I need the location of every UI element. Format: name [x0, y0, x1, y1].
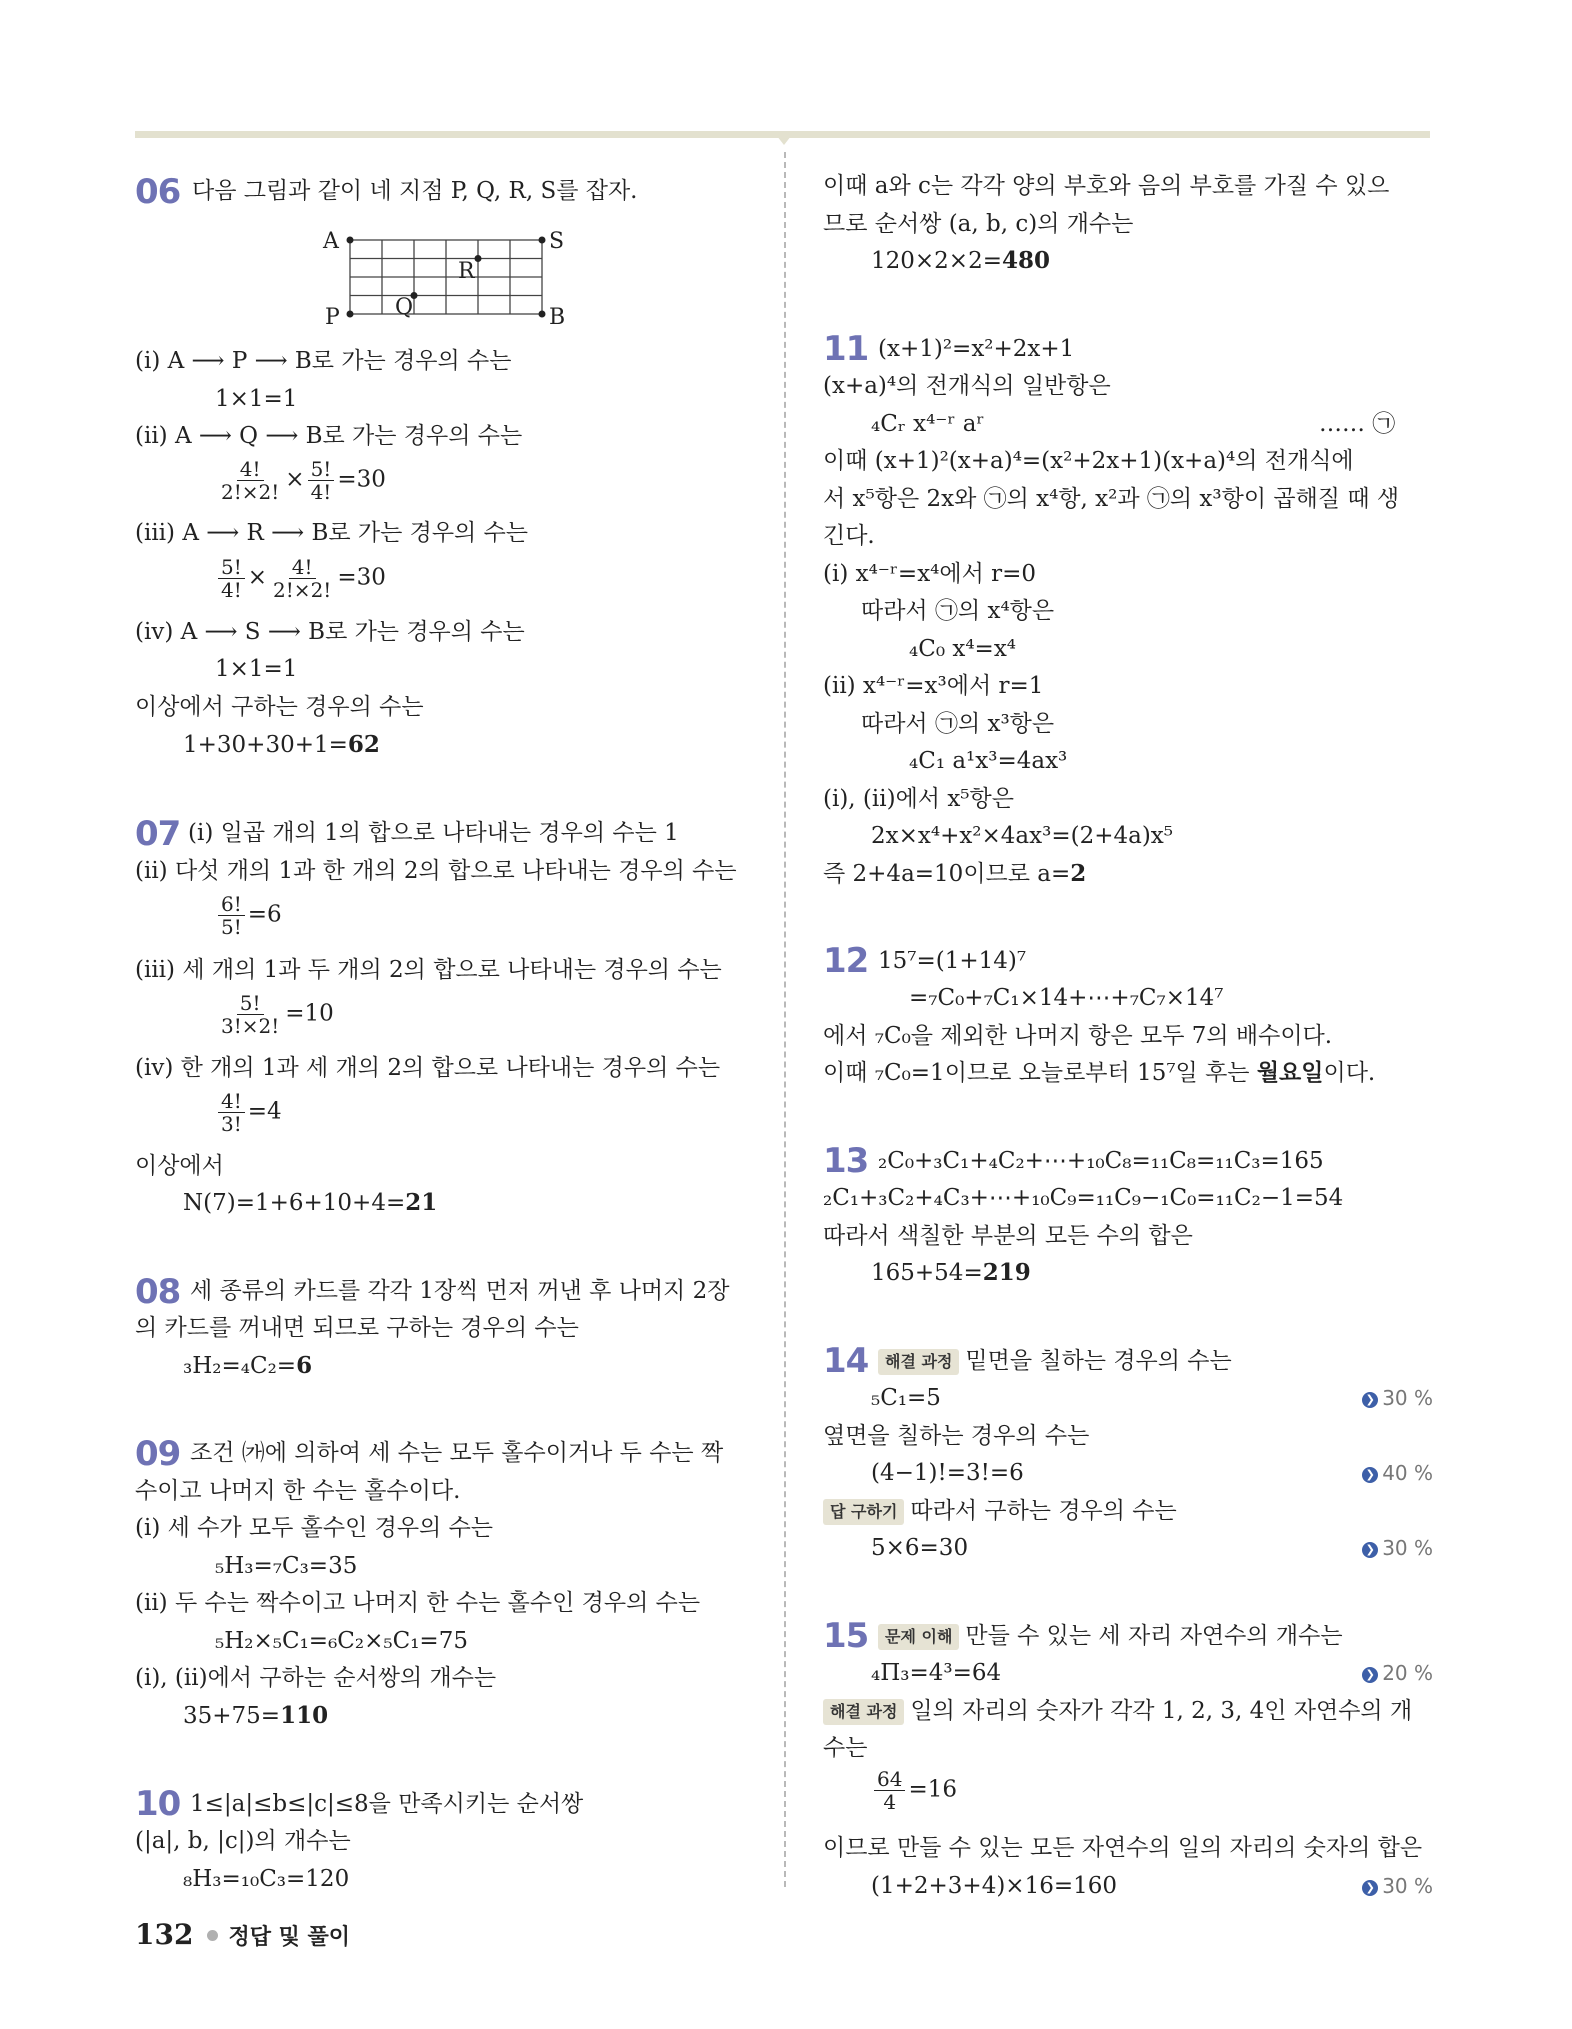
p09-conclusion: (ⅰ), (ⅱ)에서 구하는 순서쌍의 개수는 [135, 1665, 497, 1691]
score-percent: ❯ 30 % [1362, 1874, 1433, 1898]
footer-title: 정답 및 풀이 [228, 1925, 351, 1950]
p07-answer: N(7)=1+6+10+4=21 [183, 1189, 438, 1216]
arrow-circle-icon: ❯ [1362, 1467, 1378, 1483]
p13-line-2: ₂C₁+₃C₂+₄C₃+⋯+₁₀C₉=₁₁C₉−₁C₀=₁₁C₂−1=54 [823, 1185, 1344, 1211]
p09-case-ii: (ⅱ) 두 수는 짝수이고 나머지 한 수는 홀수인 경우의 수는 [135, 1590, 701, 1616]
step-tag: 문제 이해 [878, 1624, 959, 1650]
p11-line-2: (x+a)⁴의 전개식의 일반항은 [823, 373, 1111, 399]
p11-case-ii: (ⅱ) x⁴⁻ʳ=x³에서 r=1 [823, 673, 1044, 699]
p12-line-1: 15⁷=(1+14)⁷ [878, 948, 1027, 974]
problem-number-07: 07 [135, 814, 181, 854]
p11-case-ii-2: 따라서 ㉠의 x³항은 [861, 711, 1055, 737]
p07-conclusion: 이상에서 [135, 1153, 224, 1179]
p09-case-ii-value: ₅H₂×₅C₁=₆C₂×₅C₁=75 [215, 1628, 468, 1654]
problem-number-11: 11 [823, 329, 869, 369]
problem-number-08: 08 [135, 1272, 181, 1312]
p06-case-iii-formula: $\frac{5!}{4!}$ × $\frac{4!}{2!\times 2!}$ =30 [215, 556, 386, 601]
p07-case-ii: (ⅱ) 다섯 개의 1과 한 개의 2의 합으로 나타내는 경우의 수는 [135, 858, 737, 884]
p15-line-2: ₄Π₃=4³=64 [871, 1660, 1002, 1686]
p11-combine: (ⅰ), (ⅱ)에서 x⁵항은 [823, 786, 1014, 812]
problem-number-09: 09 [135, 1434, 181, 1474]
p09-case-i: (ⅰ) 세 수가 모두 홀수인 경우의 수는 [135, 1515, 494, 1541]
p15-fraction: $\frac{64}{4}$ =16 [871, 1768, 957, 1813]
bullet-dot [207, 1930, 218, 1941]
p06-answer: 1+30+30+1=62 [183, 731, 380, 758]
p14-line-6: 5×6=30 [871, 1535, 969, 1561]
p12-line-2: =₇C₀+₇C₁×14+⋯+₇C₇×14⁷ [909, 985, 1224, 1011]
step-tag: 답 구하기 [823, 1499, 904, 1525]
p11-answer: 즉 2+4a=10이므로 a=2 [823, 860, 1087, 887]
label-P: P [325, 305, 340, 330]
p07-case-ii-formula: $\frac{6!}{5!}$ =6 [215, 893, 282, 938]
p10c-answer: 120×2×2=480 [871, 247, 1050, 274]
step-tag: 해결 과정 [823, 1699, 904, 1725]
p06-case-ii: (ⅱ) A ⟶ Q ⟶ B로 가는 경우의 수는 [135, 423, 523, 449]
p06-case-iv-value: 1×1=1 [215, 656, 298, 682]
p15-line-5: 이므로 만들 수 있는 모든 자연수의 일의 자리의 숫자의 합은 [823, 1835, 1423, 1861]
p09-answer: 35+75=110 [183, 1702, 329, 1729]
p15-line-4: 수는 [823, 1735, 868, 1761]
p08-line-1: 세 종류의 카드를 각각 1장씩 먼저 꺼낸 후 나머지 2장 [190, 1278, 730, 1304]
p15-line-3: 해결 과정 일의 자리의 숫자가 각각 1, 2, 3, 4인 자연수의 개 [823, 1696, 1412, 1726]
p11-line-5: 서 x⁵항은 2x와 ㉠의 x⁴항, x²과 ㉠의 x³항이 곱해질 때 생 [823, 486, 1400, 512]
fraction: $\frac{4!}{3!}$ [218, 1090, 245, 1135]
arrow-circle-icon: ❯ [1362, 1880, 1378, 1896]
problem-number-15: 15 [823, 1616, 869, 1656]
p07-case-i: (ⅰ) 일곱 개의 1의 합으로 나타내는 경우의 수는 1 [188, 820, 679, 846]
score-percent: ❯ 40 % [1362, 1461, 1433, 1485]
p14-line-1: 해결 과정 밑면을 칠하는 경우의 수는 [878, 1346, 1232, 1376]
top-notch [773, 131, 795, 145]
p11-line-6: 긴다. [823, 523, 875, 549]
p15-line-6: (1+2+3+4)×16=160 [871, 1873, 1118, 1899]
p14-line-5: 답 구하기 따라서 구하는 경우의 수는 [823, 1496, 1177, 1526]
p13-answer: 165+54=219 [871, 1259, 1031, 1286]
p13-line-3: 따라서 색칠한 부분의 모든 수의 합은 [823, 1223, 1193, 1249]
fraction: $\frac{5!}{4!}$ [308, 458, 335, 503]
arrow-circle-icon: ❯ [1362, 1667, 1378, 1683]
p12-answer: 이때 ₇C₀=1이므로 오늘로부터 15⁷일 후는 월요일이다. [823, 1059, 1376, 1086]
label-R: R [458, 259, 475, 284]
p10-line-3: ₈H₃=₁₀C₃=120 [183, 1866, 350, 1892]
problem-number-10: 10 [135, 1784, 181, 1824]
p07-case-iii: (ⅲ) 세 개의 1과 두 개의 2의 합으로 나타내는 경우의 수는 [135, 957, 722, 983]
p10c-line-2: 므로 순서쌍 (a, b, c)의 개수는 [823, 211, 1134, 237]
p06-case-i-value: 1×1=1 [215, 386, 298, 412]
p11-line-3: ₄Cᵣ x⁴⁻ʳ aʳ [871, 411, 985, 437]
fraction: $\frac{5!}{3!\times 2!}$ [221, 991, 280, 1038]
p11-line-4: 이때 (x+1)²(x+a)⁴=(x²+2x+1)(x+a)⁴의 전개식에 [823, 448, 1354, 474]
p13-line-1: ₂C₀+₃C₁+₄C₂+⋯+₁₀C₈=₁₁C₈=₁₁C₃=165 [878, 1148, 1324, 1174]
p06-case-ii-formula: $\frac{4!}{2!\times 2!}$ × $\frac{5!}{4!}$ =30 [215, 458, 386, 503]
arrow-circle-icon: ❯ [1362, 1542, 1378, 1558]
p06-case-i: (ⅰ) A ⟶ P ⟶ B로 가는 경우의 수는 [135, 348, 512, 374]
label-Q: Q [395, 295, 414, 320]
p06-conclusion: 이상에서 구하는 경우의 수는 [135, 694, 424, 720]
p07-case-iv-formula: $\frac{4!}{3!}$ =4 [215, 1090, 282, 1135]
p07-case-iv: (ⅳ) 한 개의 1과 세 개의 2의 합으로 나타내는 경우의 수는 [135, 1055, 721, 1081]
score-percent: ❯ 30 % [1362, 1536, 1433, 1560]
label-B: B [549, 305, 566, 330]
p14-line-2: ₅C₁=5 [871, 1385, 941, 1411]
p09-line-1: 조건 ㈎에 의하여 세 수는 모두 홀수이거나 두 수는 짝 [190, 1440, 724, 1466]
score-percent: ❯ 30 % [1362, 1386, 1433, 1410]
p06-case-iv: (ⅳ) A ⟶ S ⟶ B로 가는 경우의 수는 [135, 619, 525, 645]
problem-number-14: 14 [823, 1341, 869, 1381]
page-footer [135, 1918, 350, 1951]
p14-line-3: 옆면을 칠하는 경우의 수는 [823, 1423, 1090, 1449]
p06-intro: 다음 그림과 같이 네 지점 P, Q, R, S를 잡자. [192, 178, 638, 204]
p08-answer: ₃H₂=₄C₂=6 [183, 1352, 313, 1379]
p11-case-i-3: ₄C₀ x⁴=x⁴ [909, 636, 1017, 662]
column-divider [784, 152, 786, 1887]
problem-number-12: 12 [823, 941, 869, 981]
p08-line-2: 의 카드를 꺼내면 되므로 구하는 경우의 수는 [135, 1315, 579, 1341]
p09-line-2: 수이고 나머지 한 수는 홀수이다. [135, 1478, 461, 1504]
step-tag: 해결 과정 [878, 1349, 959, 1375]
fraction: $\frac{64}{4}$ [874, 1768, 905, 1813]
p11-mark: …… ㉠ [1319, 411, 1396, 437]
problem-number-13: 13 [823, 1141, 869, 1181]
p11-case-i-2: 따라서 ㉠의 x⁴항은 [861, 598, 1055, 624]
fraction: $\frac{4!}{2!\times 2!}$ [273, 555, 332, 602]
p14-line-4: (4−1)!=3!=6 [871, 1460, 1024, 1486]
p10c-line-1: 이때 a와 c는 각각 양의 부호와 음의 부호를 가질 수 있으 [823, 173, 1390, 199]
fraction: $\frac{5!}{4!}$ [218, 556, 245, 601]
p11-line-1: (x+1)²=x²+2x+1 [878, 336, 1075, 362]
grid-path-diagram [315, 220, 575, 330]
fraction: $\frac{6!}{5!}$ [218, 893, 245, 938]
p10-line-1: 1≤|a|≤b≤|c|≤8을 만족시키는 순서쌍 [190, 1791, 584, 1817]
page-number: 132 [135, 1918, 194, 1951]
p07-case-iii-formula: $\frac{5!}{3!\times 2!}$ =10 [215, 992, 334, 1037]
arrow-circle-icon: ❯ [1362, 1392, 1378, 1408]
p11-case-ii-3: ₄C₁ a¹x³=4ax³ [909, 748, 1068, 774]
p06-case-iii: (ⅲ) A ⟶ R ⟶ B로 가는 경우의 수는 [135, 520, 529, 546]
fraction: $\frac{4!}{2!\times 2!}$ [221, 457, 280, 504]
p11-case-i: (ⅰ) x⁴⁻ʳ=x⁴에서 r=0 [823, 561, 1037, 587]
p11-combine-2: 2x×x⁴+x²×4ax³=(2+4a)x⁵ [871, 823, 1173, 849]
score-percent: ❯ 20 % [1362, 1661, 1433, 1685]
p09-case-i-value: ₅H₃=₇C₃=35 [215, 1553, 358, 1579]
p12-line-3: 에서 ₇C₀을 제외한 나머지 항은 모두 7의 배수이다. [823, 1023, 1333, 1049]
label-S: S [549, 229, 565, 254]
problem-number-06: 06 [135, 172, 181, 212]
p10-line-2: (|a|, b, |c|)의 개수는 [135, 1828, 351, 1854]
label-A: A [323, 229, 339, 254]
p15-line-1: 문제 이해 만들 수 있는 세 자리 자연수의 개수는 [878, 1621, 1343, 1651]
